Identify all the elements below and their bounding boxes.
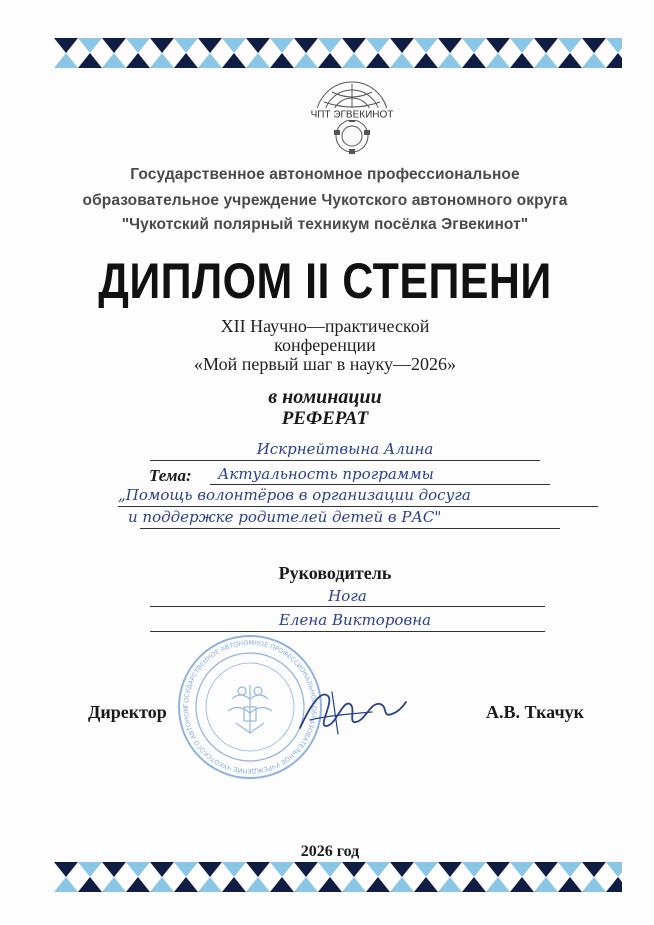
supervisor-label: Руководитель xyxy=(278,563,392,583)
issue-year: 2026 год xyxy=(300,843,360,860)
nomination-label: в номинации xyxy=(268,386,382,408)
organization-line-2: образовательное учреждение Чукотского автономного округа xyxy=(82,192,568,209)
handwritten-signature-icon xyxy=(292,682,412,742)
ornament-triangle xyxy=(150,38,174,53)
ornament-triangle xyxy=(438,38,462,53)
ornament-triangle xyxy=(150,53,174,68)
ornament-triangle xyxy=(534,38,558,53)
ornament-triangle xyxy=(438,53,462,68)
nomination-value: РЕФЕРАТ xyxy=(281,408,369,429)
ornament-triangle xyxy=(342,53,366,68)
ornament-triangle xyxy=(102,877,126,892)
ornament-triangle xyxy=(126,862,150,877)
ornament-triangle xyxy=(54,877,78,892)
ornament-triangle xyxy=(606,862,622,877)
ornament-triangle xyxy=(78,53,102,68)
ornament-triangle xyxy=(582,53,606,68)
ornament-triangle xyxy=(174,862,198,877)
ornament-triangle xyxy=(150,877,174,892)
ornament-triangle xyxy=(582,877,606,892)
ornament-triangle xyxy=(78,38,102,53)
ornament-triangle xyxy=(606,38,622,53)
conference-line-2: конференции xyxy=(274,335,376,355)
ornament-triangle xyxy=(126,877,150,892)
ornament-triangle xyxy=(174,877,198,892)
ornament-triangle xyxy=(366,877,390,892)
ornament-triangle xyxy=(366,862,390,877)
ornament-triangle xyxy=(198,53,222,68)
ornament-triangle xyxy=(390,38,414,53)
ornament-triangle xyxy=(414,862,438,877)
ornament-triangle xyxy=(222,862,246,877)
bottom-ornament-border xyxy=(54,862,622,892)
ornament-triangle xyxy=(414,877,438,892)
ornament-triangle xyxy=(558,53,582,68)
ornament-triangle xyxy=(246,862,270,877)
ornament-triangle xyxy=(390,862,414,877)
ornament-triangle xyxy=(198,862,222,877)
ornament-triangle xyxy=(102,862,126,877)
topic-line-1: Актуальность программы xyxy=(218,465,434,483)
organization-line-3: "Чукотский полярный техникум посёлка Эгвекинот" xyxy=(121,216,529,233)
ornament-triangle xyxy=(318,53,342,68)
diploma-title: ДИПЛОМ II СТЕПЕНИ xyxy=(98,253,552,309)
ornament-triangle xyxy=(438,862,462,877)
ornament-triangle xyxy=(318,862,342,877)
ornament-triangle xyxy=(486,38,510,53)
conference-line-1: XII Научно—практической xyxy=(220,316,430,336)
ornament-triangle xyxy=(366,38,390,53)
ornament-triangle xyxy=(414,53,438,68)
logo-text: ЧПТ ЭГВЕКИНОТ xyxy=(310,109,394,121)
seal-ring-text: ГОСУДАРСТВЕННОЕ АВТОНОМНОЕ ПРОФЕССИОНАЛЬНОЕ ОБРАЗОВАТЕЛЬНОЕ УЧРЕЖДЕНИЕ ЧУКОТСКОГО АВТОНОМ xyxy=(181,638,319,776)
ornament-triangle xyxy=(462,862,486,877)
ornament-triangle xyxy=(462,38,486,53)
organization-line-1: Государственное автономное профессиональное xyxy=(130,166,520,183)
ornament-triangle xyxy=(438,877,462,892)
ornament-triangle xyxy=(126,53,150,68)
ornament-triangle xyxy=(342,862,366,877)
topic-label: Тема: xyxy=(149,466,192,485)
ornament-triangle xyxy=(582,38,606,53)
ornament-triangle xyxy=(510,877,534,892)
ornament-triangle xyxy=(342,877,366,892)
ornament-triangle xyxy=(246,38,270,53)
ornament-triangle xyxy=(78,877,102,892)
ornament-triangle xyxy=(222,38,246,53)
ornament-triangle xyxy=(486,53,510,68)
ornament-triangle xyxy=(294,38,318,53)
topic-line-2: „Помощь волонтёров в организации досуга xyxy=(118,486,471,504)
ornament-triangle xyxy=(486,877,510,892)
director-name: А.В. Ткачук xyxy=(486,702,584,722)
ornament-triangle xyxy=(342,38,366,53)
supervisor-name: Елена Викторовна xyxy=(278,611,432,629)
ornament-triangle xyxy=(246,53,270,68)
ornament-triangle xyxy=(558,877,582,892)
ornament-triangle xyxy=(174,53,198,68)
ornament-triangle xyxy=(510,38,534,53)
ornament-triangle xyxy=(54,38,78,53)
ornament-triangle xyxy=(462,53,486,68)
topic-line-3: и поддержке родителей детей в РАС" xyxy=(128,508,442,526)
ornament-triangle xyxy=(270,862,294,877)
ornament-triangle xyxy=(246,877,270,892)
ornament-triangle xyxy=(294,877,318,892)
ornament-triangle xyxy=(486,862,510,877)
ornament-triangle xyxy=(366,53,390,68)
topic-underline-3 xyxy=(140,528,560,529)
ornament-triangle xyxy=(414,38,438,53)
ornament-triangle xyxy=(198,877,222,892)
ornament-triangle xyxy=(150,862,174,877)
ornament-triangle xyxy=(534,53,558,68)
ornament-triangle xyxy=(390,877,414,892)
ornament-triangle xyxy=(270,53,294,68)
ornament-triangle xyxy=(534,862,558,877)
ornament-triangle xyxy=(102,53,126,68)
ornament-triangle xyxy=(270,38,294,53)
ornament-triangle xyxy=(606,53,622,68)
student-name-underline xyxy=(150,460,540,461)
supervisor-underline-1 xyxy=(150,606,545,607)
ornament-triangle xyxy=(510,862,534,877)
top-ornament-border xyxy=(54,38,622,68)
ornament-triangle xyxy=(462,877,486,892)
director-label: Директор xyxy=(88,702,167,722)
ornament-triangle xyxy=(222,53,246,68)
ornament-triangle xyxy=(54,862,78,877)
ornament-triangle xyxy=(294,53,318,68)
ornament-triangle xyxy=(270,877,294,892)
ornament-triangle xyxy=(78,862,102,877)
ornament-triangle xyxy=(558,862,582,877)
college-logo xyxy=(302,78,402,156)
supervisor-surname: Нога xyxy=(328,587,367,605)
ornament-triangle xyxy=(558,38,582,53)
ornament-triangle xyxy=(222,877,246,892)
ornament-triangle xyxy=(390,53,414,68)
ornament-triangle xyxy=(174,38,198,53)
ornament-triangle xyxy=(510,53,534,68)
ornament-triangle xyxy=(606,877,622,892)
ornament-triangle xyxy=(582,862,606,877)
ornament-triangle xyxy=(198,38,222,53)
ornament-triangle xyxy=(294,862,318,877)
ornament-triangle xyxy=(102,38,126,53)
topic-underline-2 xyxy=(118,506,598,507)
supervisor-underline-2 xyxy=(150,631,545,632)
ornament-triangle xyxy=(534,877,558,892)
ornament-triangle xyxy=(318,877,342,892)
ornament-triangle xyxy=(54,53,78,68)
student-name: Искрнейтвына Алина xyxy=(256,440,434,458)
ornament-triangle xyxy=(318,38,342,53)
topic-underline-1 xyxy=(210,484,550,485)
ornament-triangle xyxy=(126,38,150,53)
conference-line-3: «Мой первый шаг в науку—2026» xyxy=(194,354,456,374)
